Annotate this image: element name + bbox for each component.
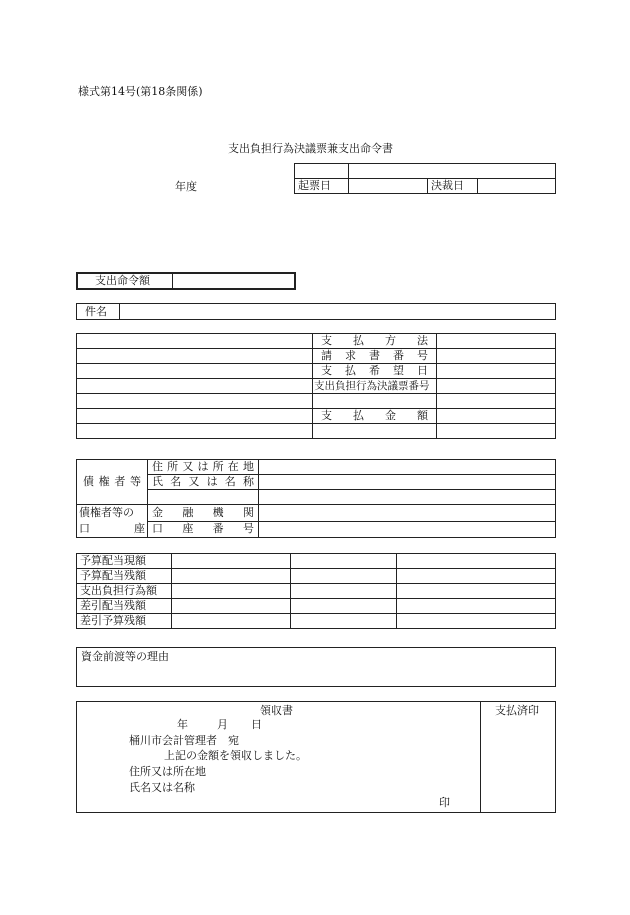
budget-row-label: 差引予算残額 [77,614,172,629]
receipt-name-label: 氏名又は名称 [129,781,195,794]
creditor-address-value[interactable] [259,460,556,475]
creditor-address-char-3: 又 [182,460,194,473]
invoice-number-text [321,349,428,363]
payment-method-label [313,334,437,349]
creditor-address-char-7: 地 [242,460,254,473]
creditor-blank-value [259,490,556,505]
invoice-number-char-5: 号 [417,349,428,362]
desired-date-value[interactable] [437,364,556,379]
creditor-address-char-1: 住 [152,460,163,473]
payment-method-char-3: 方 [385,334,396,347]
payment-method-char-1: 支 [321,334,332,347]
payment-blank-value [437,424,556,439]
creditor-name-char-2: 名 [170,475,182,488]
draft-date-label: 起票日 [295,179,349,194]
bank-char-4: 関 [242,505,254,519]
payment-blank-cell [313,394,437,409]
desired-date-char-4: 望 [393,364,404,377]
creditor-name-char-4: は [206,475,218,488]
payment-left-cell [77,394,313,409]
account-number-char-4: 号 [242,522,254,536]
subject-label: 件名 [85,305,107,318]
account-number-label [148,521,259,538]
budget-cell[interactable] [397,554,556,569]
invoice-number-char-1: 請 [321,349,332,362]
account-number-char-2: 座 [182,522,194,536]
budget-cell[interactable] [291,569,397,584]
draft-date-value[interactable] [349,179,428,194]
creditor-address-char-2: 所 [167,460,179,473]
payment-amount-text [321,409,428,423]
receipt-date-month: 月 [217,718,228,731]
payment-method-char-2: 払 [353,334,364,347]
bank-char-1: 金 [152,505,163,519]
budget-cell[interactable] [172,569,291,584]
payment-left-cell [77,424,313,439]
budget-cell[interactable] [397,614,556,629]
account-number-char-1: 口 [152,522,163,536]
creditor-name-value[interactable] [259,475,556,490]
budget-cell[interactable] [172,554,291,569]
resolution-number-label: 支出負担行為決議票番号 [313,379,437,394]
account-group-line2-char-2: 座 [134,522,145,535]
creditor-address-char-5: 所 [212,460,224,473]
account-group-line2-char-1: 口 [79,522,90,535]
desired-date-char-5: 日 [417,364,428,377]
budget-row-label: 差引配当残額 [77,599,172,614]
account-number-char-3: 番 [212,522,224,536]
creditor-name-char-3: 又 [188,475,200,488]
invoice-number-label [313,349,437,364]
creditor-address-char-6: 在 [227,460,239,473]
budget-cell[interactable] [397,599,556,614]
payment-left-cell [77,334,313,349]
payment-left-cell [77,364,313,379]
payment-info-table [76,333,556,439]
budget-cell[interactable] [291,554,397,569]
decision-date-label: 決裁日 [428,179,478,194]
document-title: 支出負担行為決議票兼支出命令書 [228,142,393,155]
desired-date-label [313,364,437,379]
payment-blank-value [437,394,556,409]
payment-method-text [321,334,428,348]
invoice-number-char-2: 求 [345,349,356,362]
receipt-seal: 印 [439,796,450,809]
payment-order-amount-box [76,272,296,290]
bank-label [148,505,259,522]
bank-char-3: 機 [212,505,224,519]
date-blank-wide-cell [349,164,556,179]
creditor-name-char-1: 氏 [152,475,163,488]
creditor-name-text [152,475,254,489]
bank-char-2: 融 [182,505,194,519]
receipt-box [76,701,556,813]
invoice-number-char-3: 書 [369,349,380,362]
desired-date-text [321,364,428,378]
receipt-date-day: 日 [251,718,262,731]
payment-left-cell [77,379,313,394]
receipt-title: 領収書 [260,704,293,717]
bank-value[interactable] [259,505,556,522]
budget-cell[interactable] [172,584,291,599]
creditor-group-label [77,460,148,505]
budget-cell[interactable] [291,614,397,629]
budget-row-label: 支出負担行為額 [77,584,172,599]
advance-reason-label: 資金前渡等の理由 [81,650,169,663]
budget-cell[interactable] [291,599,397,614]
account-group-line2 [79,521,145,537]
desired-date-char-2: 払 [345,364,356,377]
creditor-name-char-5: 名 [224,475,236,488]
payment-order-amount-label: 支出命令額 [95,274,150,287]
invoice-number-char-4: 番 [393,349,404,362]
account-group-line1: 債権者等の [79,506,134,519]
payment-amount-label [313,409,437,424]
account-group-label [77,505,148,538]
budget-cell[interactable] [397,584,556,599]
creditor-group-char-1: 債 [83,475,94,488]
payment-left-cell [77,409,313,424]
creditor-group-char-4: 等 [129,475,141,488]
receipt-addressee: 桶川市会計管理者 宛 [129,734,239,747]
desired-date-char-1: 支 [321,364,332,377]
payment-amount-char-3: 金 [385,409,396,422]
payment-method-value[interactable] [437,334,556,349]
receipt-statement: 上記の金額を領収しました。 [164,749,307,762]
budget-cell[interactable] [172,614,291,629]
receipt-address-label: 住所又は所在地 [129,765,206,778]
creditor-table [76,459,556,538]
budget-row-label: 予算配当現額 [77,554,172,569]
creditor-group-text [83,475,141,489]
subject-box [76,303,556,320]
decision-date-value[interactable] [478,179,556,194]
payment-amount-value[interactable] [437,409,556,424]
creditor-group-char-2: 権 [98,475,110,488]
resolution-number-value[interactable] [437,379,556,394]
payment-left-cell [77,349,313,364]
payment-method-char-4: 法 [417,334,428,347]
creditor-address-char-4: は [197,460,209,473]
paid-stamp-label: 支払済印 [495,704,539,717]
receipt-date-year: 年 [177,718,188,731]
payment-amount-char-4: 額 [417,409,428,422]
date-table [294,163,556,194]
bank-text [152,506,254,520]
budget-table [76,553,556,629]
budget-cell[interactable] [291,584,397,599]
form-number: 様式第14号(第18条関係) [78,85,203,98]
desired-date-char-3: 希 [369,364,380,377]
fiscal-year-label: 年度 [175,180,197,193]
payment-amount-char-1: 支 [321,409,332,422]
payment-amount-char-2: 払 [353,409,364,422]
budget-row-label: 予算配当残額 [77,569,172,584]
creditor-address-label [148,460,259,475]
date-blank-cell [295,164,349,179]
payment-blank-cell [313,424,437,439]
creditor-name-char-6: 称 [242,475,254,488]
budget-cell[interactable] [397,569,556,584]
advance-reason-box[interactable] [76,647,556,687]
account-number-text [152,522,254,536]
creditor-group-char-3: 者 [114,475,126,488]
creditor-blank-label [148,490,259,505]
account-number-value[interactable] [259,521,556,538]
creditor-address-text [152,460,254,474]
invoice-number-value[interactable] [437,349,556,364]
budget-cell[interactable] [172,599,291,614]
creditor-name-label [148,475,259,490]
